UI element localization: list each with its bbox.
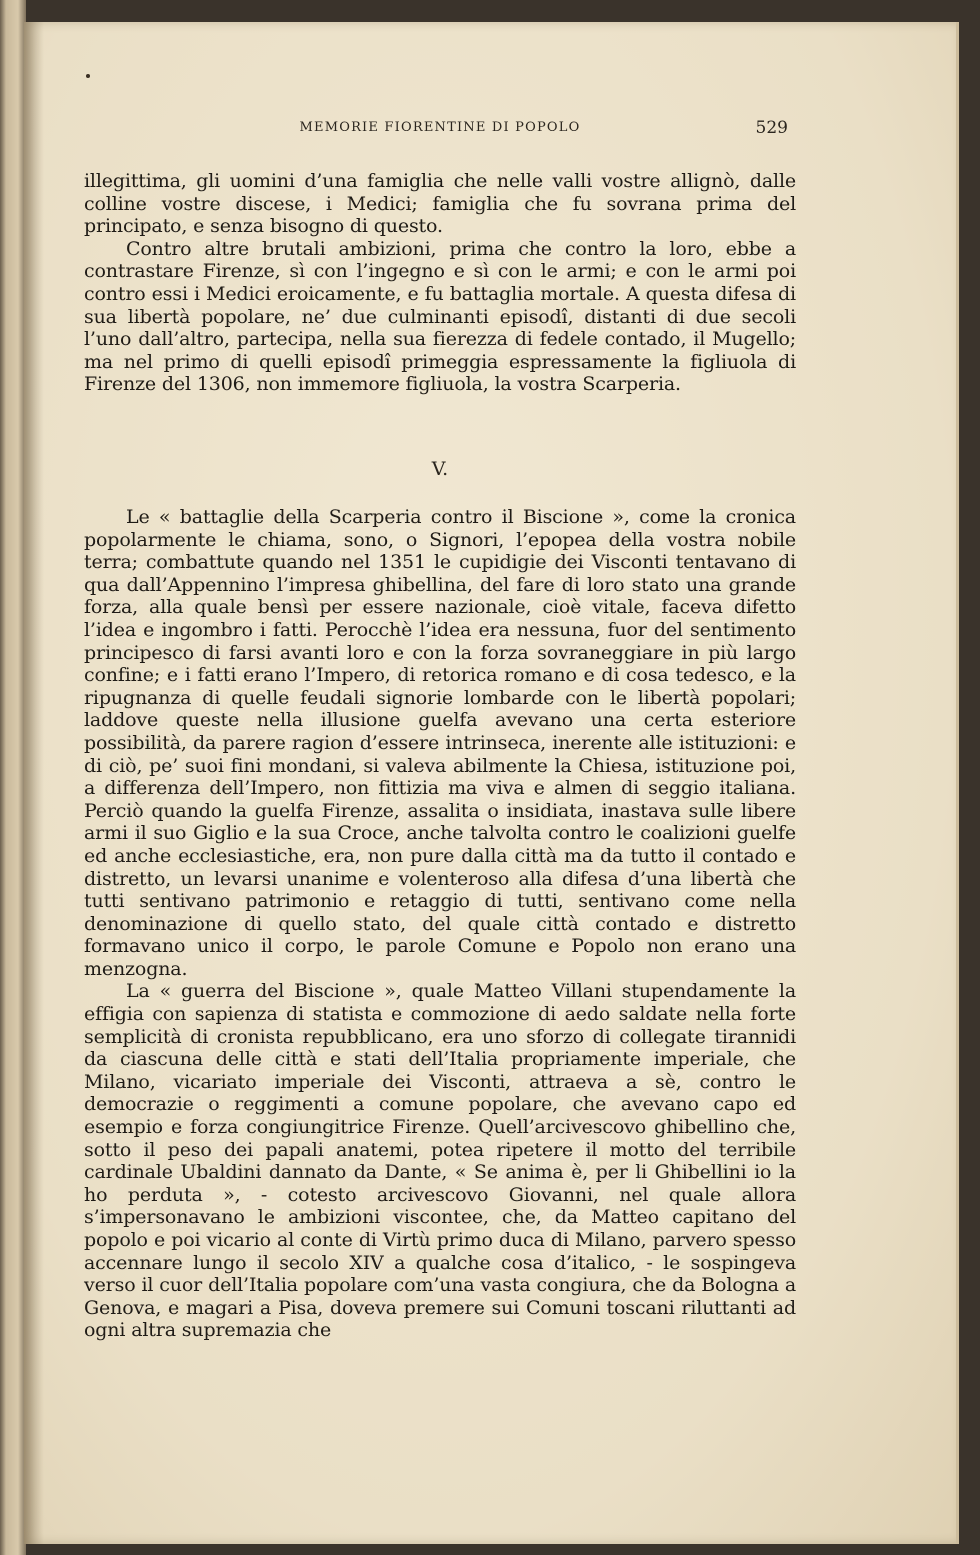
ink-speck xyxy=(86,74,90,78)
section-a-text xyxy=(84,170,796,396)
running-head xyxy=(84,118,796,140)
paragraph: La « guerra del Biscione », quale Matteo Villani stupendamente la effigia con sapienza di statista e commozione di aedo saldate nella forte semplicità di cronista repubblicano, era uno sforzo di collegate tirannidi da ciascuna delle città e stati dell’Italia propriamente imperiale, che Milano, vicariato imperiale dei Visconti, attraeva a sè, contro le democrazie o reggimenti a comune popolare, che avevano capo ed esempio e forza congiungitrice Firenze. Quell’arcivescovo ghibellino che, sotto il peso dei papali anatemi, potea ripetere il motto del terribile cardinale Ubaldini dannato da Dante, « Se anima è, per li Ghibellini io la ho perduta », - cotesto arcivescovo Giovanni, nel quale allora s’impersonavano le ambizioni viscontee, che, da Matteo capitano del popolo e poi vicario al conte di Virtù primo duca di Milano, parvero spesso accennare lungo il secolo XIV a qualche cosa d’italico, - le sospingeva verso il cuor dell’Italia popolare com’una vasta congiura, che da Bologna a Genova, e magari a Pisa, doveva premere sui Comuni toscani riluttanti ad ogni altra supremazia che xyxy=(84,980,796,1342)
spine-shadow xyxy=(24,22,44,1544)
paragraph: illegittima, gli uomini d’una famiglia che nelle valli vostre allignò, dalle colline vostre discese, i Medici; famiglia che fu sovrana prima del principato, e senza bisogno di questo. xyxy=(84,170,796,238)
previous-page-edge xyxy=(0,0,26,1555)
running-title: MEMORIE FIORENTINE DI POPOLO xyxy=(299,120,581,135)
section-heading: V. xyxy=(431,458,449,480)
page-number: 529 xyxy=(755,118,788,138)
section-b-text xyxy=(84,506,796,1342)
paragraph: Le « battaglie della Scarperia contro il Biscione », come la cronica popolarmente le chiama, sono, o Signori, l’epopea della vostra nobile terra; combattute quando nel 1351 le cupidigie dei Visconti tentavano di qua dall’Appennino l’impresa ghibellina, del fare di loro stato una grande forza, alla quale bensì per essere nazionale, cioè vitale, faceva difetto l’idea e ingombro i fatti. Perocchè l’idea era nessuna, fuor del sentimento principesco di farsi avanti loro e con la forza sovraneggiare in più largo confine; e i fatti erano l’Impero, di retorica romano e di cosa tedesco, e la ripugnanza di quelle feudali signorie lombarde con le libertà popolari; laddove queste nella illusione guelfa avevano una certa esteriore possibilità, da parere ragion d’essere intrinseca, inerente alle istituzioni: e di ciò, pe’ suoi fini mondani, si valeva abilmente la Chiesa, istituzione poi, a differenza dell’Impero, non fittizia ma viva e almen di seggio italiana. Perciò quando la guelfa Firenze, assalita o insidiata, inastava sulle libere armi il suo Giglio e la sua Croce, anche talvolta contro le coalizioni guelfe ed anche ecclesiastiche, era, non pure dalla città ma da tutto il contado e distretto, un levarsi unanime e volenteroso alla difesa d’una libertà che tutti sentivano patrimonio e retaggio di tutti, sentivano come nella denominazione di quello stato, del quale città contado e distretto formavano unico il corpo, le parole Comune e Popolo non erano una menzogna. xyxy=(84,506,796,980)
paragraph: Contro altre brutali ambizioni, prima che contro la loro, ebbe a contrastare Firenze, sì con l’ingegno e sì con le armi; e con le armi poi contro essi i Medici eroicamente, e fu battaglia mortale. A questa difesa di sua libertà popolare, ne’ due culminanti episodî, distanti di due secoli l’uno dall’altro, partecipa, nella sua fierezza di fedele contado, il Mugello; ma nel primo di quelli episodî primeggia espressamente la figliuola di Firenze del 1306, non immemore figliuola, la vostra Scarperia. xyxy=(84,237,796,396)
